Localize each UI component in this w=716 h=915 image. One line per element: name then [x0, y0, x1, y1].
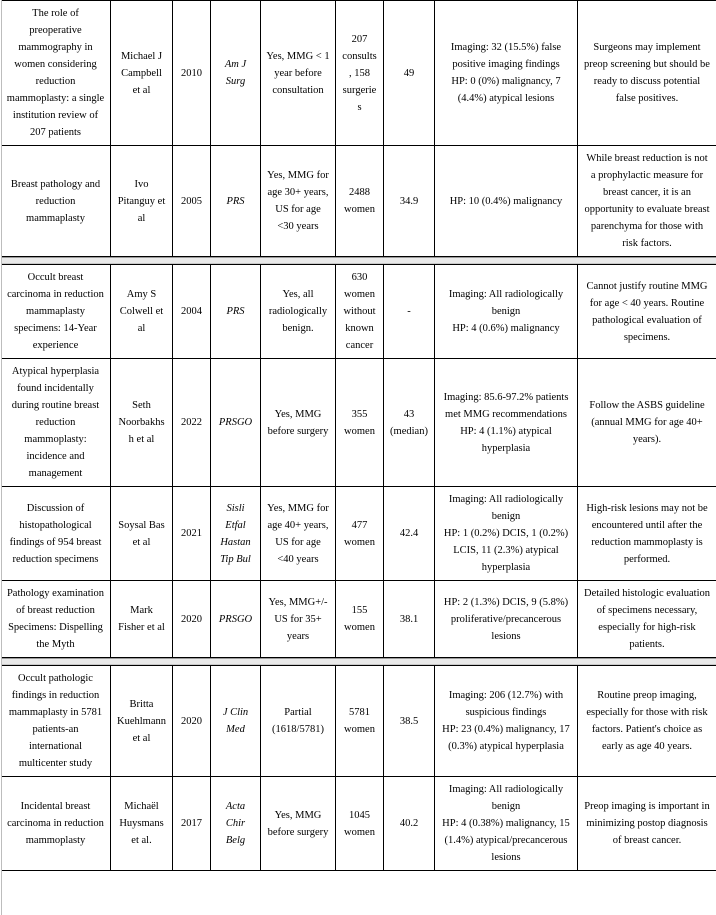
cell-findings: Imaging: 206 (12.7%) with suspicious findings HP: 23 (0.4%) malignancy, 17 (0.3%) atypical hyperplasia: [435, 666, 578, 777]
cell-findings: Imaging: 32 (15.5%) false positive imaging findings HP: 0 (0%) malignancy, 7 (4.4%) atypical lesions: [435, 1, 578, 146]
cell-population: 2488 women: [336, 146, 384, 257]
cell-author: Mark Fisher et al: [111, 581, 173, 658]
cell-conclusion: Routine preop imaging, especially for those with risk factors. Patient's choice as early as age 40 years.: [578, 666, 716, 777]
cell-journal: PRS: [211, 265, 261, 359]
cell-population: 477 women: [336, 487, 384, 581]
cell-imaging: Yes, all radiologically benign.: [261, 265, 336, 359]
cell-author: Soysal Bas et al: [111, 487, 173, 581]
table-row: [1, 359, 716, 487]
cell-age: -: [384, 265, 435, 359]
cell-age: 43 (median): [384, 359, 435, 487]
cell-journal: Sisli Etfal Hastan Tip Bul: [211, 487, 261, 581]
cell-findings: Imaging: All radiologically benign HP: 1 (0.2%) DCIS, 1 (0.2%) LCIS, 11 (2.3%) atypical hyperplasia: [435, 487, 578, 581]
cell-findings: Imaging: All radiologically benign HP: 4 (0.38%) malignancy, 15 (1.4%) atypical/precancerous lesions: [435, 777, 578, 871]
cell-year: 2020: [173, 581, 211, 658]
cell-imaging: Yes, MMG before surgery: [261, 359, 336, 487]
evidence-table: [0, 0, 716, 257]
cell-year: 2010: [173, 1, 211, 146]
evidence-table: [0, 264, 716, 658]
cell-journal: PRSGO: [211, 581, 261, 658]
cell-title: Discussion of histopathological findings of 954 breast reduction specimens: [1, 487, 111, 581]
cell-imaging: Yes, MMG for age 30+ years, US for age <30 years: [261, 146, 336, 257]
cell-conclusion: Preop imaging is important in minimizing postop diagnosis of breast cancer.: [578, 777, 716, 871]
cell-author: Ivo Pitanguy et al: [111, 146, 173, 257]
cell-imaging: Yes, MMG+/- US for 35+ years: [261, 581, 336, 658]
cell-conclusion: Detailed histologic evaluation of specimens necessary, especially for high-risk patients.: [578, 581, 716, 658]
cell-imaging: Partial (1618/5781): [261, 666, 336, 777]
cell-author: Britta Kuehlmann et al: [111, 666, 173, 777]
cell-title: Occult pathologic findings in reduction mammaplasty in 5781 patients-an international multicenter study: [1, 666, 111, 777]
cell-population: 355 women: [336, 359, 384, 487]
cell-title: The role of preoperative mammography in women considering reduction mammoplasty: a single institution review of 207 patients: [1, 1, 111, 146]
cell-year: 2004: [173, 265, 211, 359]
cell-age: 49: [384, 1, 435, 146]
evidence-table: [0, 665, 716, 871]
cell-population: 5781 women: [336, 666, 384, 777]
cell-imaging: Yes, MMG < 1 year before consultation: [261, 1, 336, 146]
cell-author: Michael J Campbell et al: [111, 1, 173, 146]
table-row: [1, 581, 716, 658]
cell-title: Breast pathology and reduction mammaplasty: [1, 146, 111, 257]
cell-year: 2017: [173, 777, 211, 871]
cell-year: 2021: [173, 487, 211, 581]
cell-age: 34.9: [384, 146, 435, 257]
cell-age: 38.1: [384, 581, 435, 658]
table-row: [1, 146, 716, 257]
cell-conclusion: High-risk lesions may not be encountered until after the reduction mammoplasty is performed.: [578, 487, 716, 581]
cell-title: Incidental breast carcinoma in reduction mammoplasty: [1, 777, 111, 871]
cell-age: 38.5: [384, 666, 435, 777]
cell-findings: Imaging: All radiologically benign HP: 4 (0.6%) malignancy: [435, 265, 578, 359]
cell-population: 630 women without known cancer: [336, 265, 384, 359]
cell-conclusion: While breast reduction is not a prophylactic measure for breast cancer, it is an opportunity to evaluate breast parenchyma for those with risk factors.: [578, 146, 716, 257]
cell-title: Pathology examination of breast reduction Specimens: Dispelling the Myth: [1, 581, 111, 658]
cell-journal: Acta Chir Belg: [211, 777, 261, 871]
table-row: [1, 265, 716, 359]
table-row: [1, 487, 716, 581]
table-row: [1, 777, 716, 871]
cell-conclusion: Follow the ASBS guideline (annual MMG for age 40+ years).: [578, 359, 716, 487]
cell-findings: HP: 2 (1.3%) DCIS, 9 (5.8%) proliferative/precancerous lesions: [435, 581, 578, 658]
cell-age: 40.2: [384, 777, 435, 871]
cell-author: Michaël Huysmans et al.: [111, 777, 173, 871]
cell-title: Atypical hyperplasia found incidentally during routine breast reduction mammoplasty: incidence and management: [1, 359, 111, 487]
cell-findings: Imaging: 85.6-97.2% patients met MMG recommendations HP: 4 (1.1%) atypical hyperplasia: [435, 359, 578, 487]
table-row: [1, 1, 716, 146]
cell-author: Seth Noorbakhsh et al: [111, 359, 173, 487]
cell-conclusion: Surgeons may implement preop screening but should be ready to discuss potential false positives.: [578, 1, 716, 146]
cell-population: 155 women: [336, 581, 384, 658]
cell-year: 2020: [173, 666, 211, 777]
cell-author: Amy S Colwell et al: [111, 265, 173, 359]
cell-imaging: Yes, MMG before surgery: [261, 777, 336, 871]
cell-journal: J Clin Med: [211, 666, 261, 777]
page-break-separator: [0, 257, 716, 264]
cell-age: 42.4: [384, 487, 435, 581]
table-row: [1, 666, 716, 777]
page-break-separator: [0, 658, 716, 665]
cell-imaging: Yes, MMG for age 40+ years, US for age <40 years: [261, 487, 336, 581]
cell-title: Occult breast carcinoma in reduction mammaplasty specimens: 14-Year experience: [1, 265, 111, 359]
cell-journal: Am J Surg: [211, 1, 261, 146]
cell-year: 2022: [173, 359, 211, 487]
cell-year: 2005: [173, 146, 211, 257]
cell-journal: PRS: [211, 146, 261, 257]
cell-population: 207 consults , 158 surgeries: [336, 1, 384, 146]
cell-population: 1045 women: [336, 777, 384, 871]
cell-journal: PRSGO: [211, 359, 261, 487]
cell-findings: HP: 10 (0.4%) malignancy: [435, 146, 578, 257]
cell-conclusion: Cannot justify routine MMG for age < 40 years. Routine pathological evaluation of specimens.: [578, 265, 716, 359]
